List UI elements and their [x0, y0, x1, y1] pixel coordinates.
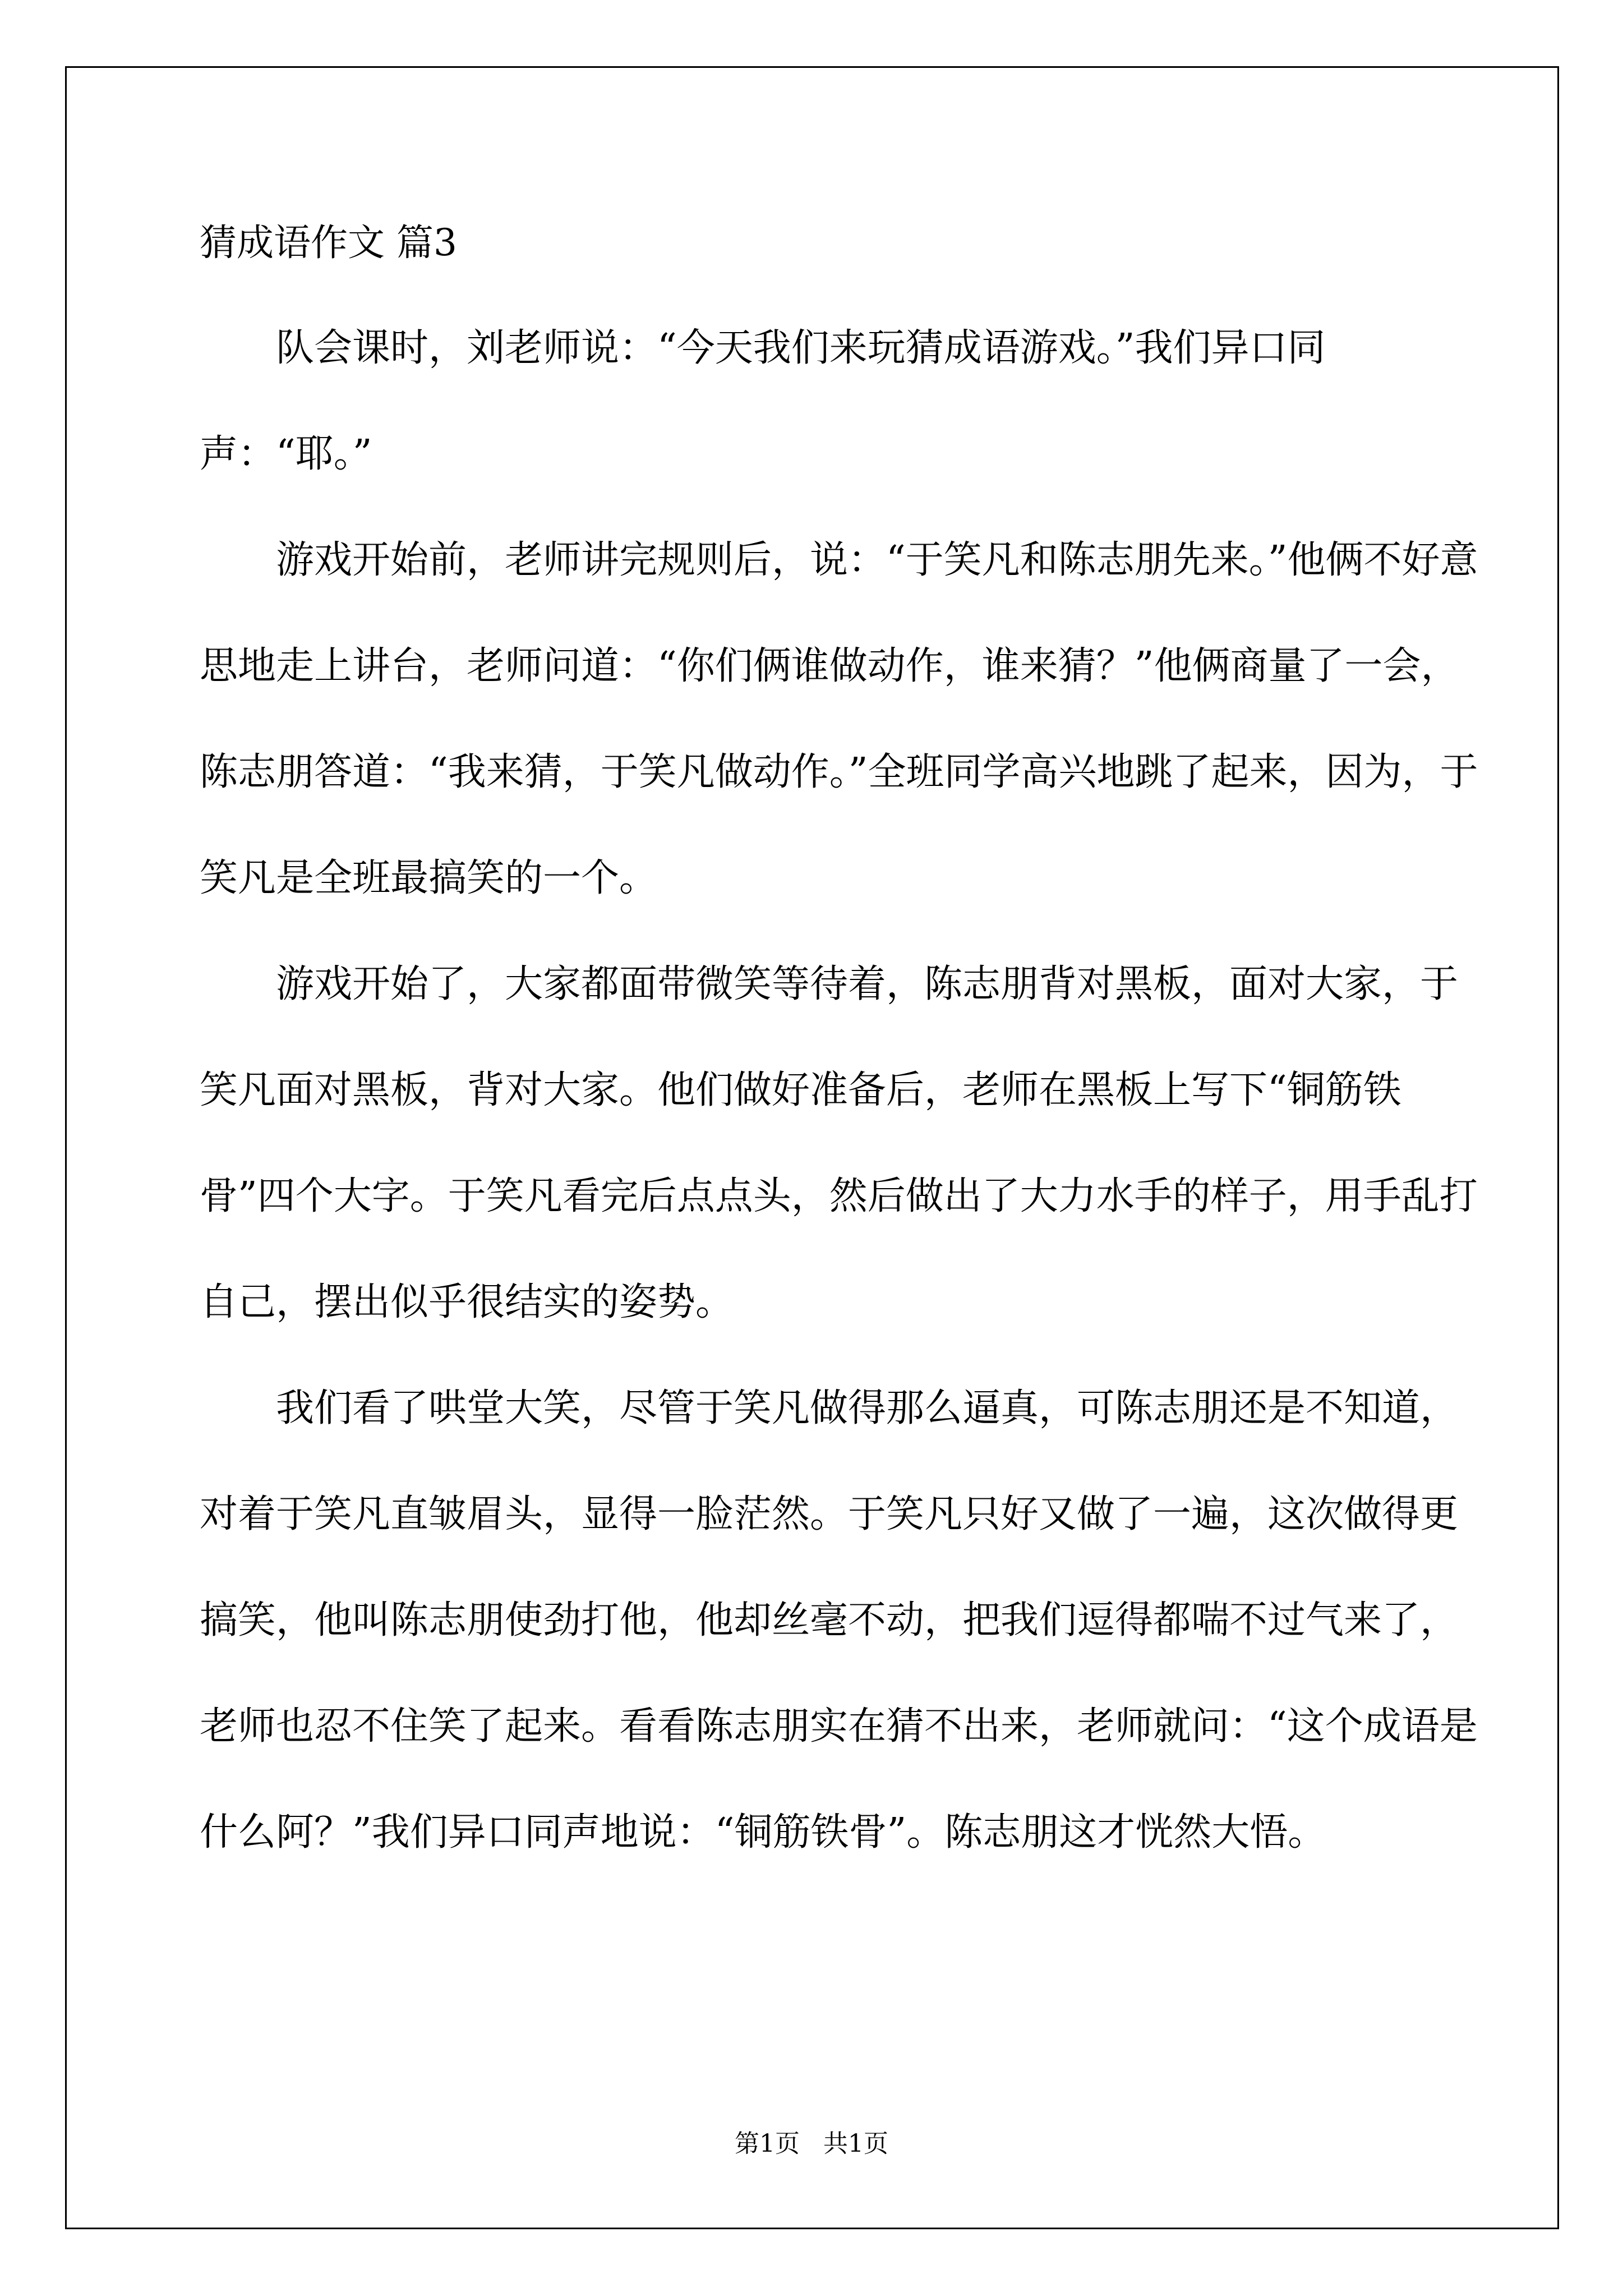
- paragraph-2: 游戏开始前，老师讲完规则后，说：“于笑凡和陈志朋先来。”他俩不好意思地走上讲台，老师问道：“你们俩谁做动作，谁来猜？”他俩商量了一会，陈志朋答道：“我来猜，于笑凡做动作。”全班同学高兴地跳了起来，因为，于笑凡是全班最搞笑的一个。: [200, 538, 1478, 900]
- paragraph-3: 游戏开始了，大家都面带微笑等待着，陈志朋背对黑板，面对大家，于笑凡面对黑板，背对大家。他们做好准备后，老师在黑板上写下“铜筋铁骨”四个大字。于笑凡看完后点点头，然后做出了大力水手的样子，用手乱打自己，摆出似乎很结实的姿势。: [200, 962, 1478, 1324]
- paragraph-4: 我们看了哄堂大笑，尽管于笑凡做得那么逼真，可陈志朋还是不知道，对着于笑凡直皱眉头，显得一脸茫然。于笑凡只好又做了一遍，这次做得更搞笑，他叫陈志朋使劲打他，他却丝毫不动，把我们逗得都喘不过气来了，老师也忍不住笑了起来。看看陈志朋实在猜不出来，老师就问：“这个成语是什么阿？”我们异口同声地说：“铜筋铁骨”。陈志朋这才恍然大悟。: [200, 1386, 1478, 1855]
- document-body: [200, 295, 1478, 1885]
- document-title: 猜成语作文 篇3: [200, 221, 457, 264]
- paragraph-1: 队会课时，刘老师说：“今天我们来玩猜成语游戏。”我们异口同声：“耶。”: [200, 326, 1326, 476]
- page-number-footer: 第1页 共1页: [735, 2129, 888, 2158]
